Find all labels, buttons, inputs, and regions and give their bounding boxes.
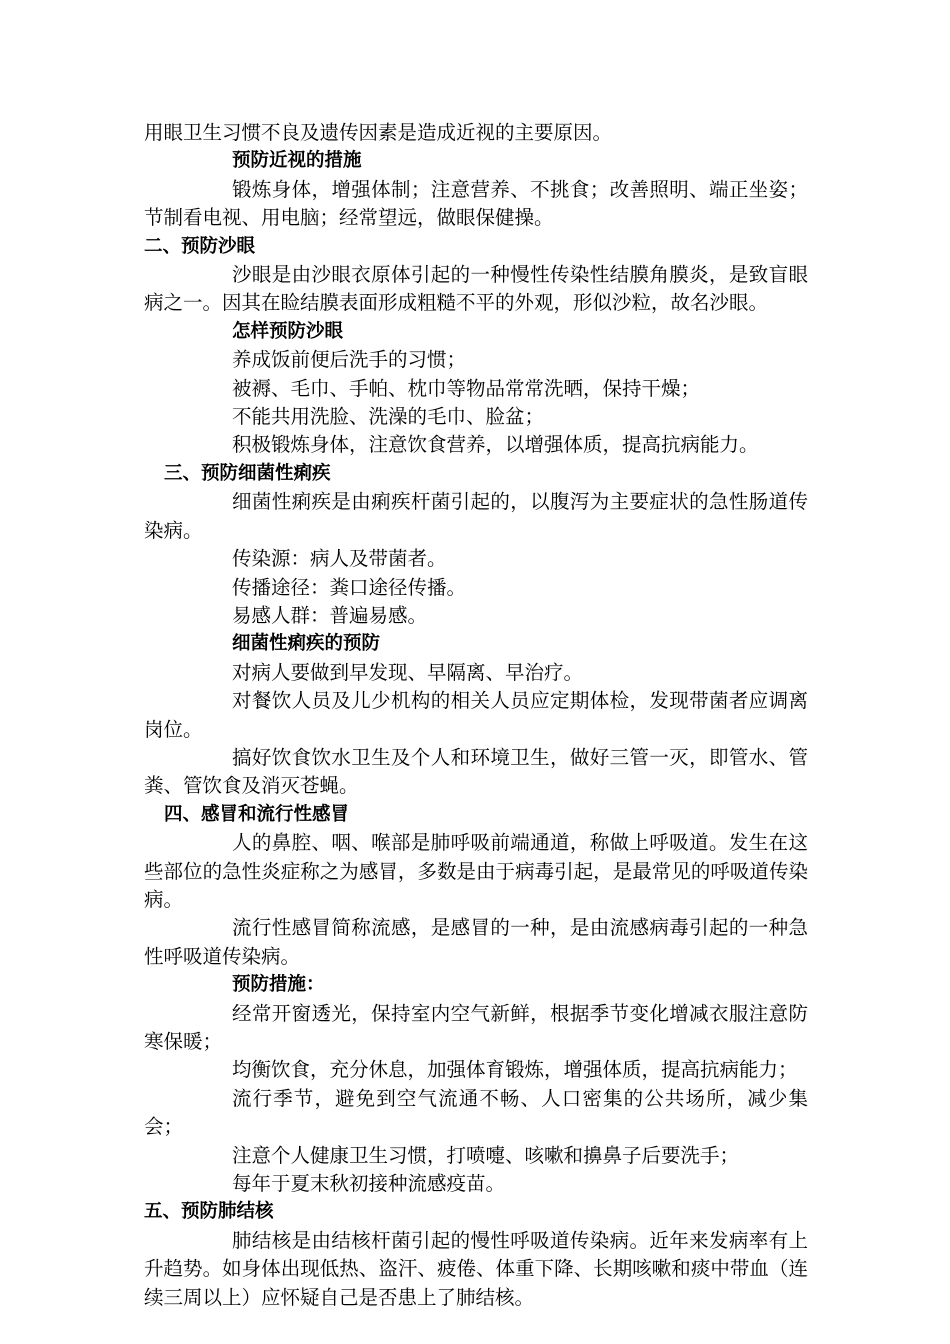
document-body [144, 119, 808, 1312]
paragraph: 注意个人健康卫生习惯，打喷嚏、咳嗽和擤鼻子后要洗手； [232, 1143, 740, 1167]
paragraph: 细菌性痢疾是由痢疾杆菌引起的，以腹泻为主要症状的急性肠道传染病。 [144, 490, 808, 542]
paragraph: 均衡饮食，充分休息，加强体育锻炼，增强体质，提高抗病能力； [232, 1058, 798, 1082]
paragraph: 肺结核是由结核杆菌引起的慢性呼吸道传染病。近年来发病率有上升趋势。如身体出现低热、盗汗、疲倦、体重下降、长期咳嗽和痰中带血（连续三周以上）应怀疑自己是否患上了肺结核。 [144, 1228, 808, 1309]
paragraph: 对餐饮人员及儿少机构的相关人员应定期体检，发现带菌者应调离岗位。 [144, 689, 808, 741]
paragraph: 流行性感冒简称流感，是感冒的一种，是由流感病毒引起的一种急性呼吸道传染病。 [144, 916, 808, 968]
paragraph: 被褥、毛巾、手帕、枕巾等物品常常洗晒，保持干燥； [232, 376, 701, 400]
paragraph: 不能共用洗脸、洗澡的毛巾、脸盆； [232, 405, 545, 429]
paragraph: 人的鼻腔、咽、喉部是肺呼吸前端通道，称做上呼吸道。发生在这些部位的急性炎症称之为感冒，多数是由于病毒引起，是最常见的呼吸道传染病。 [144, 831, 808, 911]
paragraph: 经常开窗透光，保持室内空气新鲜，根据季节变化增减衣服注意防寒保暖； [144, 1001, 808, 1053]
paragraph: 锻炼身体，增强体制；注意营养、不挑食；改善照明、端正坐姿；节制看电视、用电脑；经常望远，做眼保健操。 [144, 177, 808, 230]
heading-dysentery: 三、预防细菌性痢疾 [164, 462, 331, 484]
heading-tuberculosis: 五、预防肺结核 [144, 1201, 274, 1223]
paragraph: 用眼卫生习惯不良及遗传因素是造成近视的主要原因。 [144, 121, 613, 144]
paragraph: 每年于夏末秋初接种流感疫苗。 [232, 1172, 506, 1196]
paragraph: 养成饭前便后洗手的习惯； [232, 348, 467, 372]
paragraph: 流行季节，避免到空气流通不畅、人口密集的公共场所，减少集会； [144, 1086, 808, 1139]
paragraph: 搞好饮食饮水卫生及个人和环境卫生，做好三管一灭，即管水、管粪、管饮食及消灭苍蝇。 [144, 745, 808, 798]
subheading-dysentery-prevention: 细菌性痢疾的预防 [232, 633, 381, 655]
heading-trachoma: 二、预防沙眼 [144, 235, 256, 257]
subheading-flu-prevention: 预防措施： [232, 974, 325, 996]
heading-flu: 四、感冒和流行性感冒 [164, 803, 350, 825]
subheading-trachoma-prevention: 怎样预防沙眼 [232, 320, 344, 342]
paragraph: 积极锻炼身体，注意饮食营养，以增强体质，提高抗病能力。 [232, 433, 759, 457]
paragraph: 传染源：病人及带菌者。 [232, 547, 447, 571]
paragraph: 传播途径：粪口途径传播。 [232, 575, 467, 599]
paragraph: 易感人群：普遍易感。 [232, 603, 428, 627]
paragraph: 沙眼是由沙眼衣原体引起的一种慢性传染性结膜角膜炎，是致盲眼病之一。因其在睑结膜表面形成粗糙不平的外观，形似沙粒，故名沙眼。 [144, 263, 808, 315]
paragraph: 对病人要做到早发现、早隔离、早治疗。 [232, 660, 584, 684]
subheading-myopia-prevention: 预防近视的措施 [232, 150, 362, 172]
